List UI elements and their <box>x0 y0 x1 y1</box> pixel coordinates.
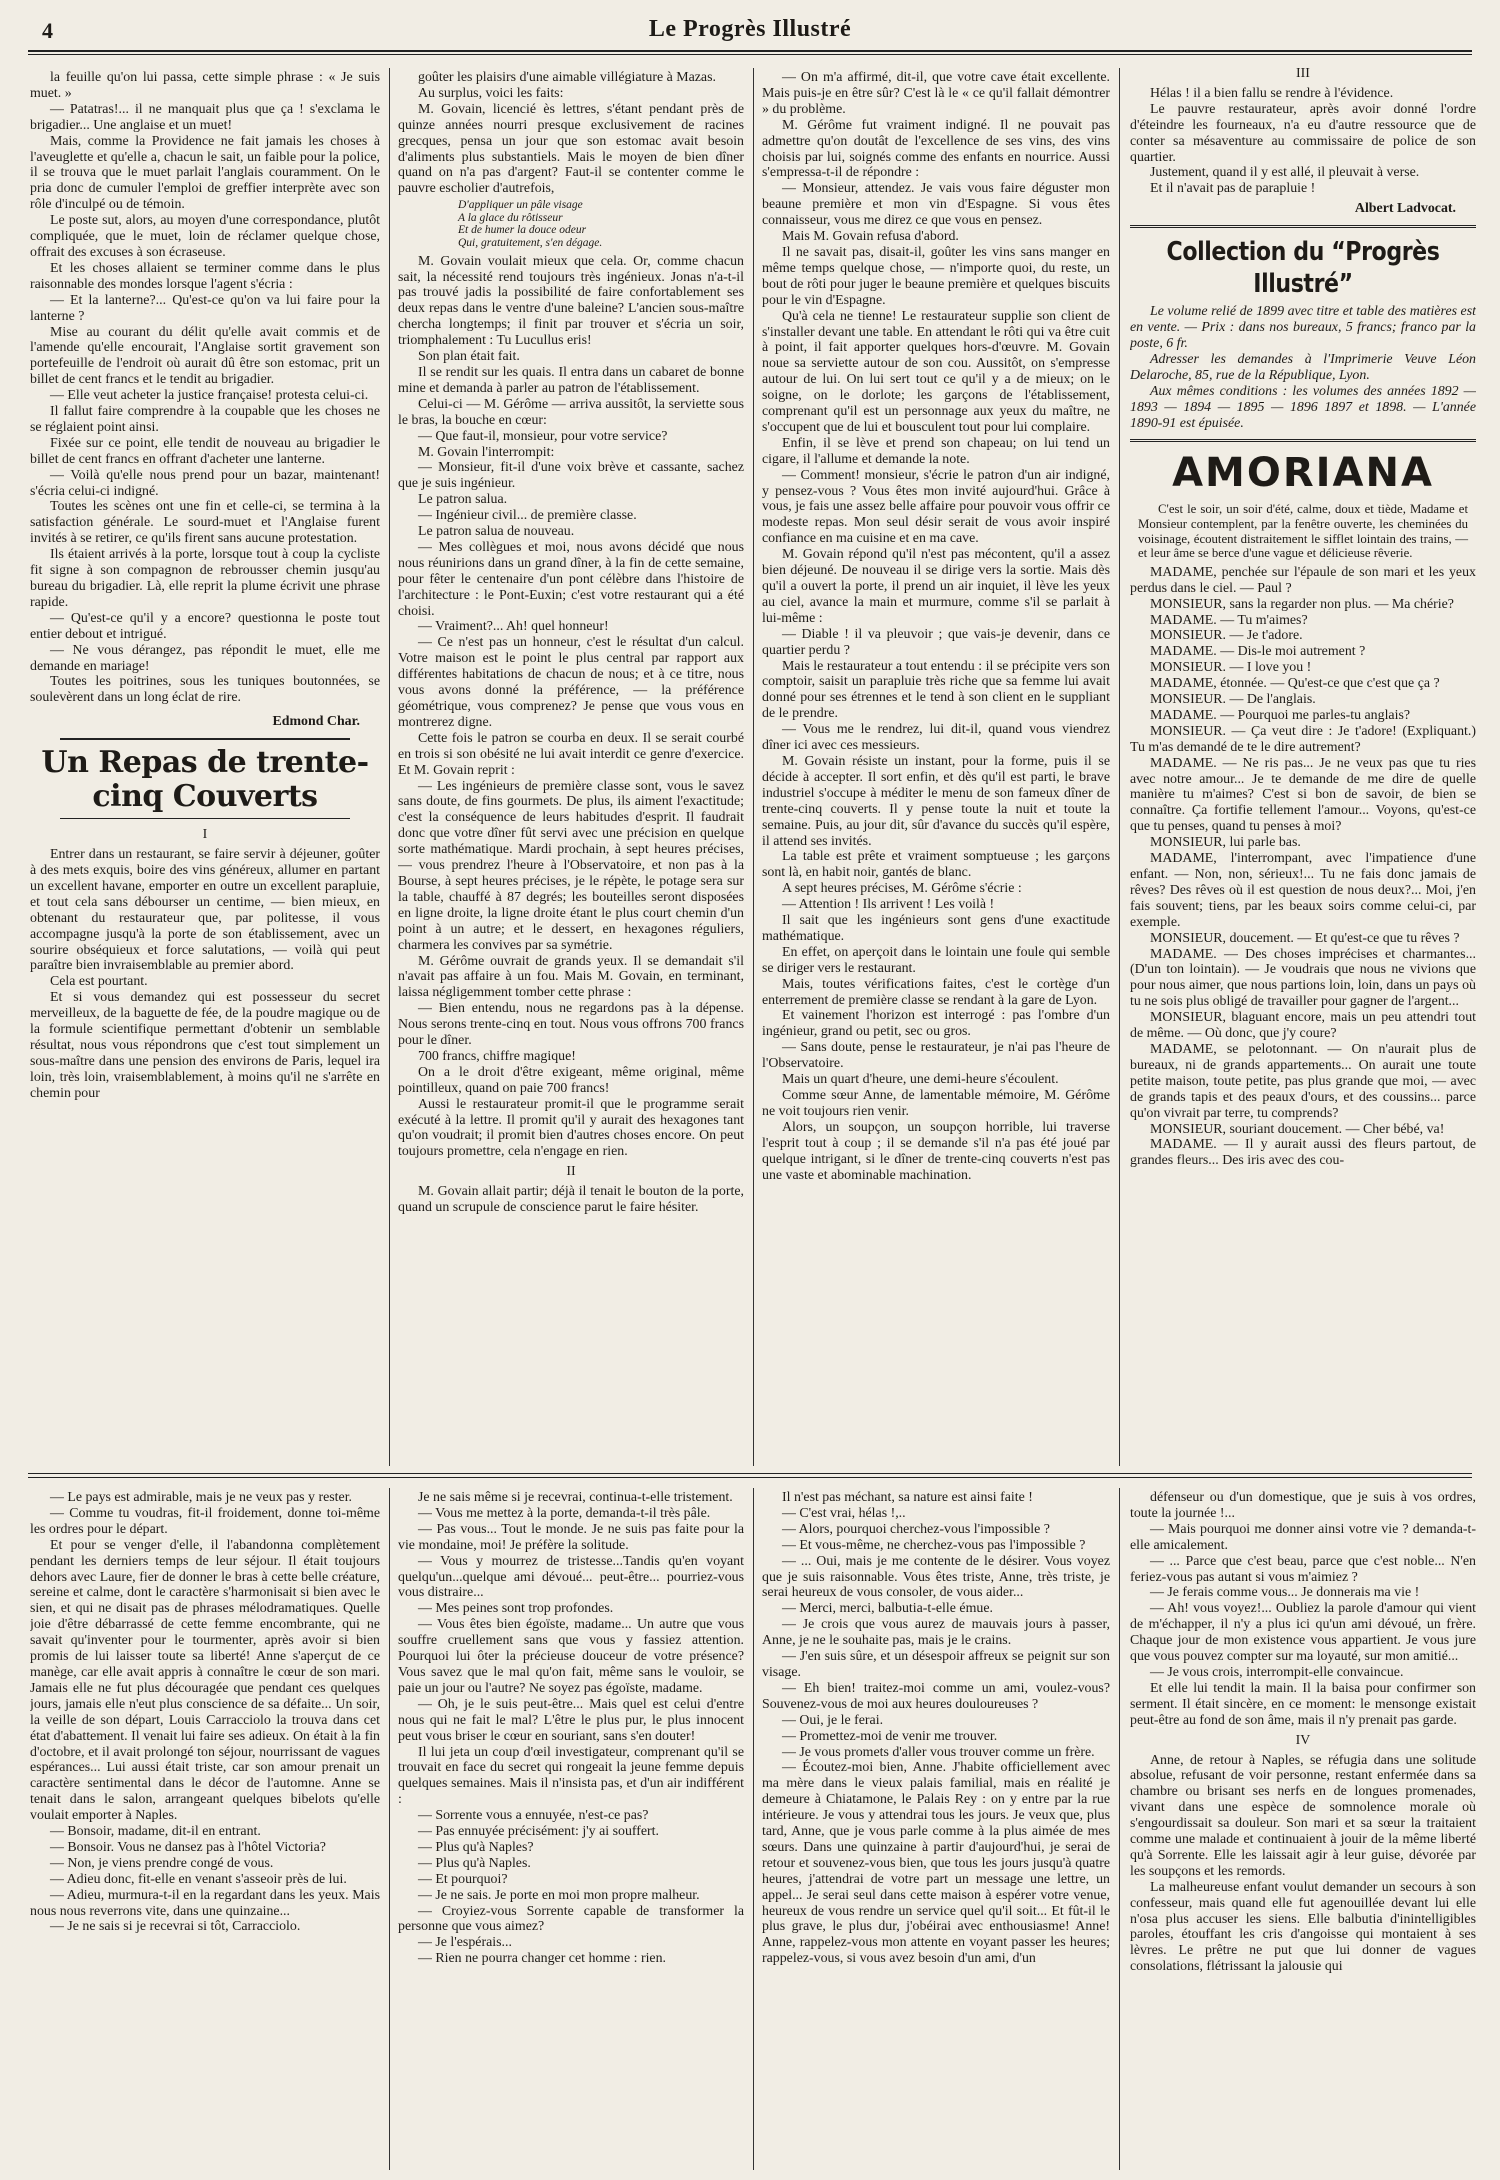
paragraph: goûter les plaisirs d'une aimable villégiature à Mazas. <box>418 70 716 85</box>
paragraph: MONSIEUR, sans la regarder non plus. — Ma chérie? <box>1150 596 1454 612</box>
paragraph: — Je l'espérais... <box>418 1935 512 1951</box>
paragraph: — Je vous promets d'aller vous trouver comme un frère. <box>782 1744 1095 1760</box>
paragraph: MONSIEUR. — I love you ! <box>1150 660 1312 676</box>
paragraph: — Ingénieur civil... de première classe. <box>418 508 637 524</box>
paragraph: — Bonsoir. Vous ne dansez pas à l'hôtel Victoria? <box>50 1839 326 1855</box>
paragraph: — Vous me mettez à la porte, demanda-t-il très pâle. <box>418 1505 711 1521</box>
header-rule <box>28 50 1472 52</box>
paragraph: Toutes les poitrines, sous les tuniques boutonnées, se soulevèrent dans un long éclat de rire. <box>30 674 380 706</box>
paragraph: — Voilà qu'elle nous prend pour un bazar, maintenant! s'écria celui-ci indigné. <box>30 467 380 499</box>
story-title-rule <box>60 738 350 740</box>
feuilleton-divider-2 <box>753 1488 754 2170</box>
paragraph: Il n'est pas méchant, sa nature est ainsi faite ! <box>782 1490 1033 1505</box>
column-2 <box>398 70 744 1465</box>
paragraph: Alors, un soupçon, un soupçon horrible, lui traverse l'esprit tout à coup ; il se demande s'il n'a pas été joué par quelque intrigant, si le dîner de trente-cinq couverts n'est pas une vaste et abominable machination. <box>762 1119 1110 1183</box>
paragraph: — Vous me le rendrez, lui dit-il, quand vous viendrez dîner ici avec ces messieurs. <box>762 722 1110 754</box>
paragraph: M. Govain, licencié ès lettres, s'étant pendant près de quinze années nourri presque exclusivement de racines grecques, pensa un jour que son estomac avait besoin d'aliments plus substantiels. Mais le moyen de bien dîner quand on n'a pas d'argent? Faut-il se contenter comme le pauvre escholier d'autrefois, <box>398 101 744 197</box>
paragraph: Il se rendit sur les quais. Il entra dans un cabaret de bonne mine et demanda à parler au patron de l'établissement. <box>398 364 744 396</box>
paragraph: M. Gérôme fut vraiment indigné. Il ne pouvait pas admettre qu'on doutât de l'excellence de ses vins, des vins choisis par lui, soignés comme des enfants en nourrice. Aussi s'empressa-t-il de répondre : <box>762 117 1110 181</box>
column-1 <box>30 70 380 1465</box>
amoriana-dialogue <box>1130 565 1476 1169</box>
paragraph: — Sans doute, pense le restaurateur, je n'ai pas l'heure de l'Observatoire. <box>762 1040 1110 1072</box>
paragraph: la feuille qu'on lui passa, cette simple phrase : « Je suis muet. » <box>30 70 380 101</box>
amoriana-intro: C'est le soir, un soir d'été, calme, doux et tiède, Madame et Monsieur contemplent, par la fenêtre ouverte, les cheminées du voisinage, écoutent distraitement le sifflet lointain des trains, — et leur âme se berce d'une vague et délicieuse rêverie. <box>1138 502 1468 561</box>
paragraph: Le pauvre restaurateur, après avoir donné l'ordre d'éteindre les fourneaux, n'a eu d'autre ressource que de conter sa mésaventure au commissaire de police de son quartier. <box>1130 101 1476 165</box>
paragraph: Mais M. Govain refusa d'abord. <box>782 229 959 245</box>
story-title-rule-bottom <box>60 818 350 819</box>
paragraph: MADAME. — Des choses imprécises et charmantes... (D'un ton lointain). — Je voudrais que nous ne vivions que pour nous aimer, que nous partions loin, loin, dans un pays où tu ne sois plus obligé de travailler pour gagner de l'argent... <box>1130 946 1476 1010</box>
paragraph: — Rien ne pourra changer cet homme : rien. <box>418 1951 667 1967</box>
paragraph: MONSIEUR, souriant doucement. — Cher bébé, va! <box>1150 1121 1445 1137</box>
paragraph: — Plus qu'à Naples? <box>418 1839 534 1855</box>
feuilleton-column-2 <box>398 1490 744 2170</box>
column-divider-2 <box>753 68 754 1466</box>
paragraph: — J'en suis sûre, et un désespoir affreux se peignit sur son visage. <box>762 1649 1110 1680</box>
paragraph: MADAME, se pelotonnant. — On n'aurait plus de bureaux, ni de grands appartements... On aurait une toute petite maison, toute petite, pas plus grande que moi, — avec de grands tapis et des peaux d'ours, et des coussins... parce qu'on vivrait par terre, tu comprends? <box>1130 1041 1476 1121</box>
paragraph: défenseur ou d'un domestique, que je suis à vos ordres, toute la journée !... <box>1130 1490 1476 1521</box>
paragraph: — Et la lanterne?... Qu'est-ce qu'on va lui faire pour la lanterne ? <box>30 292 380 324</box>
section-separator <box>28 1473 1472 1474</box>
paragraph: MONSIEUR. — Ça veut dire : Je t'adore! (Expliquant.) Tu m'as demandé de te le dire autrement? <box>1130 723 1476 755</box>
paragraph: Adresser les demandes à l'Imprimerie Veuve Léon Delaroche, 85, rue de la République, Lyon. <box>1130 351 1476 383</box>
paragraph: — Pas vous... Tout le monde. Je ne suis pas faite pour la vie mondaine, moi! Je préfère la solitude. <box>398 1521 744 1553</box>
paragraph: MONSIEUR, lui parle bas. <box>1150 835 1301 851</box>
column-1-text <box>30 70 380 706</box>
paragraph: Le patron salua. <box>418 492 508 508</box>
feuilleton-divider-3 <box>1119 1488 1120 2170</box>
paragraph: Justement, quand il y est allé, il pleuvait à verse. <box>1150 165 1420 181</box>
verse-line: A la glace du rôtisseur <box>458 211 563 224</box>
paragraph: La table est prête et vraiment somptueuse ; les garçons sont là, en habit noir, gantés de blanc. <box>762 849 1110 881</box>
paragraph: — Alors, pourquoi cherchez-vous l'impossible ? <box>782 1521 1050 1537</box>
paragraph: Mais le restaurateur a tout entendu : il se précipite vers son comptoir, saisit un parapluie très riche que sa femme lui avait donné pour ses étrennes et le tend à son client en le suppliant de le prendre. <box>762 658 1110 722</box>
paragraph: Cela est pourtant. <box>50 974 148 990</box>
paragraph: Mais un quart d'heure, une demi-heure s'écoulent. <box>782 1072 1059 1088</box>
paragraph: Mais, toutes vérifications faites, c'est le cortège d'un enterrement de première classe se rendant à la gare de Lyon. <box>762 976 1110 1008</box>
paragraph: Hélas ! il a bien fallu se rendre à l'évidence. <box>1150 85 1394 101</box>
paragraph: A sept heures précises, M. Gérôme s'écrie : <box>782 881 1022 897</box>
paragraph: M. Govain résiste un instant, pour la forme, puis il se décide à accepter. Il sort enfin, et dès qu'il est parti, le brave industriel s'occupe à méditer le menu de son fameux dîner de trente-cinq couverts. Il y pense toute la nuit et toute la semaine. Puis, au jour dit, sûr d'avance du succès qu'il espère, il attend ses invités. <box>762 753 1110 849</box>
paragraph: — C'est vrai, hélas !,.. <box>782 1505 906 1521</box>
paragraph: — Mais pourquoi me donner ainsi votre vie ? demanda-t-elle amicalement. <box>1130 1521 1476 1553</box>
column-1-text-2 <box>30 847 380 1102</box>
feuilleton-column-4 <box>1130 1490 1476 2170</box>
paragraph: Le poste sut, alors, au moyen d'une correspondance, plutôt compliquée, que le muet, loin de réclamer quelque chose, offrait des excuses à son écraseuse. <box>30 213 380 260</box>
collection-title: Collection du “Progrès Illustré” <box>1166 237 1440 300</box>
page-number: 4 <box>42 18 53 43</box>
paragraph: M. Govain voulait mieux que cela. Or, comme chacun sait, la nécessité rend toujours très ingénieux. Jonas n'a-t-il pas trouvé jadis la possibilité de faire confortablement ses deux repas dans le ventre d'une baleine? L'ancien sous-maître chercha longtemps; il finit par trouver et s'écria un soir, triomphalement : Tu Lucullus eris! <box>398 253 744 349</box>
paragraph: MADAME, étonnée. — Qu'est-ce que c'est que ça ? <box>1150 676 1440 692</box>
paragraph: — Adieu donc, fit-elle en venant s'asseoir près de lui. <box>50 1871 347 1887</box>
paragraph: Mise au courant du délit qu'elle avait commis et de l'amende qu'elle encourait, l'Anglaise sortit gravement son portefeuille de l'endroit où aurait dû être son estomac, prit un billet de cent francs et le tendit au brigadier. <box>30 324 380 388</box>
verse-line: Et de humer la douce odeur <box>458 224 587 237</box>
column-4-text <box>1130 86 1476 197</box>
paragraph: — Attention ! Ils arrivent ! Les voilà ! <box>782 897 995 913</box>
paragraph: — Ce n'est pas un honneur, c'est le résultat d'un calcul. Votre maison est le point le plus central par rapport aux différentes habitations de chacun de nous; et à ce titre, nous vous avons donné la préférence, — la préférence géométrique, vous comprenez? Je pense que vous vous en montrerez digne. <box>398 635 744 730</box>
paragraph: On a le droit d'être exigeant, même original, même pointilleux, quand on paie 700 francs! <box>398 1064 744 1096</box>
paragraph: — Non, je viens prendre congé de vous. <box>50 1855 274 1871</box>
verse-line: Qui, gratuitement, s'en dégage. <box>458 237 603 250</box>
paragraph: Le patron salua de nouveau. <box>418 524 575 540</box>
paragraph: MADAME, penchée sur l'épaule de son mari et les yeux perdus dans le ciel. — Paul ? <box>1130 564 1476 596</box>
paragraph: Aux mêmes conditions : les volumes des années 1892 — 1893 — 1894 — 1895 — 1896 1897 et 1898. — L'année 1890-91 est épuisée. <box>1130 383 1476 431</box>
column-2-text <box>398 70 744 197</box>
paragraph: — Comment! monsieur, s'écrie le patron d'un air indigné, y pensez-vous ? Vous êtes mon invité aujourd'hui. Grâce à vous, je fais une assez belle affaire pour pouvoir vous offrir ce modeste repas. Mon seul désir serait de vous avoir inspiré confiance en ma cuisine et en ma cave. <box>762 467 1110 547</box>
paragraph: Il fallut faire comprendre à la coupable que les choses ne se réglaient point ainsi. <box>30 404 380 435</box>
paragraph: — Le pays est admirable, mais je ne veux pas y rester. <box>50 1490 353 1505</box>
paragraph: Et elle lui tendit la main. Il la baisa pour confirmer son serment. Il était sincère, en ce moment: le mensonge existait peut-être au fond de son âme, mais il n'y prenait pas garde. <box>1130 1680 1476 1728</box>
paragraph: — Sorrente vous a ennuyée, n'est-ce pas? <box>418 1808 649 1824</box>
paragraph: — Ah! vous voyez!... Oubliez la parole d'amour qui vient de m'échapper, il n'y a plus ici qu'un ami dévoué, un frère. Chaque jour de mon existence vous appartient. Je vous jure que vous pouvez compter sur ma loyauté, sur mon amitié... <box>1130 1601 1476 1665</box>
paragraph: Et pour se venger d'elle, il l'abandonna complètement pendant les derniers temps de leur séjour. Il était toujours dehors avec Laure, fier de donner le bras à cette belle créature, sereine et calme, dont le caractère s'harmonisait si bien avec le sien, et qui ne disait pas de phrases mélodramatiques. Quelle joie d'être débarrassé de cette femme encombrante, qui ne savait qu'inventer pour le tourmenter, après avoir si bien promis de lui laisser toute sa liberté! Anne s'aperçut de ce manège, car elle avait appris à connaître le cœur de son mari. Jamais elle ne fut plus découragée que pendant ces quelques jours, jamais elle n'eut plus conscience de sa défaite... Un soir, la veille de son départ, Louis Carracciolo la trouva dans cet état d'abattement. Il venait lui faire ses adieux. On était à la fin d'octobre, et il avait prolongé ton séjour, nourrissant de vagues espérances... Lui aussi était triste, car son amour prenait un caractère sentimental dans le décor de l'automne. Anne se tenait dans le salon, arrangeant quelques bibelots qu'elle voulait emporter à Naples. <box>30 1537 380 1824</box>
column-divider-1 <box>389 68 390 1466</box>
feuilleton-text-2 <box>398 1490 744 1967</box>
paragraph: 700 francs, chiffre magique! <box>418 1048 576 1064</box>
section-number-3: III <box>1296 66 1310 81</box>
paragraph: — Je ne sais si je recevrai si tôt, Carracciolo. <box>50 1919 301 1935</box>
column-2-text-2 <box>398 254 744 1161</box>
feuilleton-text-5 <box>1130 1753 1476 1976</box>
signature-edmond-char: Edmond Char. <box>272 714 360 730</box>
paragraph: MADAME. — Dis-le moi autrement ? <box>1150 644 1366 660</box>
paragraph: MONSIEUR. — Je t'adore. <box>1150 628 1303 644</box>
paragraph: — Croyiez-vous Sorrente capable de transformer la personne que vous aimez? <box>398 1903 744 1935</box>
paragraph: — Elle veut acheter la justice française! protesta celui-ci. <box>50 388 369 404</box>
page-header <box>28 14 1472 48</box>
paragraph: La malheureuse enfant voulut demander un secours à son confesseur, mais quand elle fut agenouillée devant lui elle n'osa plus accuser les siens. Elle balbutia d'inintelligibles paroles, étouffant les cris d'angoisse qui montaient à ses lèvres. Le prêtre ne put que lui donner de vagues consolations, flétrissant la jalousie qui <box>1130 1879 1476 1975</box>
paragraph: — Vraiment?... Ah! quel honneur! <box>418 619 609 635</box>
paragraph: MADAME. — Tu m'aimes? <box>1150 612 1308 628</box>
paragraph: — Bonsoir, madame, dit-il en entrant. <box>50 1824 261 1840</box>
paragraph: Qu'à cela ne tienne! Le restaurateur supplie son client de s'installer devant une table. En attendant le rôti qui va être cuit à point, il fait apporter quelques hors-d'œuvre. M. Govain noue sa serviette autour de son cou. Aussitôt, on s'empresse autour de lui. On lui sert tout ce qu'il y a de mieux; on le soigne, on le dorlote; les garçons de l'établissement, comprenant qu'il est un personnage aux yeux du maître, ne s'occupent que de lui et bousculent tout pour lui complaire. <box>762 308 1110 435</box>
paragraph: En effet, on aperçoit dans le lointain une foule qui semble se diriger vers le restaurant. <box>762 944 1110 976</box>
paragraph: — Et vous-même, ne cherchez-vous pas l'impossible ? <box>782 1537 1086 1553</box>
collection-rule-top <box>1130 225 1476 228</box>
paragraph: Mais, comme la Providence ne fait jamais les choses à l'aveuglette et qu'elle a, chacun le sait, un faible pour la police, il se trouva que le muet parlait l'anglais couramment. On le pria donc de cumuler l'emploi de greffier interprète avec son rôle d'inculpé ou de témoin. <box>30 133 380 213</box>
column-2-text-3 <box>398 1184 744 1216</box>
paragraph: — Eh bien! traitez-moi comme un ami, voulez-vous? Souvenez-vous de moi aux heures douloureuses ? <box>762 1680 1110 1712</box>
paragraph: MONSIEUR. — De l'anglais. <box>1150 692 1316 708</box>
paragraph: MONSIEUR, blaguant encore, mais un peu attendri tout de même. — Où donc, que j'y coure? <box>1130 1010 1476 1042</box>
signature-albert-ladvocat: Albert Ladvocat. <box>1354 201 1456 217</box>
column-3 <box>762 70 1110 1465</box>
paragraph: — Oui, je le ferai. <box>782 1712 884 1728</box>
paragraph: — Diable ! il va pleuvoir ; que vais-je devenir, dans ce quartier perdu ? <box>762 626 1110 658</box>
paragraph: M. Govain répond qu'il n'est pas mécontent, qu'il a assez bien déjeuné. De nouveau il se dirige vers la sortie. Mais dès qu'il a ouvert la porte, il prend un air inquiet, il lève les yeux au ciel, avance la main et murmure, comme s'il se parlait à lui-même : <box>762 547 1110 626</box>
feuilleton-text-3 <box>762 1490 1110 1967</box>
paragraph: MADAME. — Il y aurait aussi des fleurs partout, de grandes fleurs... Des iris avec des cou- <box>1130 1137 1476 1169</box>
paragraph: — Je crois que vous aurez de mauvais jours à passer, Anne, je ne le souhaite pas, mais je le crains. <box>762 1617 1110 1649</box>
paragraph: — Qu'est-ce qu'il y a encore? questionna le poste tout entier debout et intrigué. <box>30 610 380 642</box>
paragraph: Celui-ci — M. Gérôme — arriva aussitôt, la serviette sous le bras, la bouche en cœur: <box>398 396 744 428</box>
newspaper-title: Le Progrès Illustré <box>648 16 852 42</box>
paragraph: — Que faut-il, monsieur, pour votre service? <box>418 428 668 444</box>
paragraph: Entrer dans un restaurant, se faire servir à déjeuner, goûter à des mets exquis, boire des vins généreux, allumer en partant un excellent havane, emporter en outre un excellent parapluie, et tout cela sans débourser un centime, — bien mieux, en obtenant du restaurateur que, par politesse, il vous accompagne jusqu'à la porte de son établissement, avec un sourire obséquieux et force salutations, — voilà qui peut paraître bien invraisemblable au premier abord. <box>30 847 380 974</box>
section-number-1: I <box>202 827 208 843</box>
paragraph: Et les choses allaient se terminer comme dans le plus raisonnable des mondes lorsque l'agent s'écria : <box>30 260 380 292</box>
section-number-2: II <box>566 1164 576 1180</box>
paragraph: — Patatras!... il ne manquait plus que ça ! s'exclama le brigadier... Une anglaise et un muet! <box>30 101 380 133</box>
verse-line: D'appliquer un pâle visage <box>458 199 583 212</box>
paragraph: Je ne sais même si je recevrai, continua-t-elle tristement. <box>418 1490 733 1505</box>
paragraph: — Les ingénieurs de première classe sont, vous le savez sans doute, de fins gourmets. De plus, ils aiment l'exactitude; c'est la conséquence de leurs habitudes d'esprit. Il faudrait donc que votre dîner fût servi avec une précision en quelque sorte mathématique. Mardi prochain, à sept heures précises, — vous prendrez l'heure à l'Observatoire, et non pas à la Bourse, à sept heures précises, je le répète, le potage sera sur la table, chauffé à 87 degrés; les bouteilles seront disposées en ligne droite, la ligne droite étant le plus court chemin d'un point à un autre; et le dessert, en hexagones réguliers, charmera les convives par sa symétrie. <box>398 778 744 953</box>
story-title: Un Repas de trente-cinq Couverts <box>41 745 369 815</box>
paragraph: — Monsieur, attendez. Je vais vous faire déguster mon beaune première et mon vin d'Espagne. Si vous êtes connaisseur, vous me direz ce que vous en pensez. <box>762 181 1110 229</box>
paragraph: — Oh, je le suis peut-être... Mais quel est celui d'entre nous qui ne fait le mal? L'être le plus pur, le plus innocent peut vous briser le cœur en souriant, sans s'en douter! <box>398 1696 744 1744</box>
paragraph: — Je vous crois, interrompit-elle convaincue. <box>1150 1664 1404 1680</box>
paragraph: — Vous y mourrez de tristesse...Tandis qu'en voyant quelqu'un...quelque ami dévoué... peut-être... pourriez-vous vous distraire... <box>398 1553 744 1601</box>
column-3-text <box>762 70 1110 1183</box>
paragraph: Il lui jeta un coup d'œil investigateur, comprenant qu'il se trouvait en face du secret qui rongeait la jeune femme depuis quelques semaines. Mais il n'insista pas, et d'un air indifférent : <box>398 1744 744 1808</box>
feuilleton-column-1 <box>30 1490 380 2170</box>
paragraph: Anne, de retour à Naples, se réfugia dans une solitude absolue, refusant de voir personne, restant enfermée dans sa chambre ou brisant ses nerfs en de longues promenades, vivant dans une espèce de somnolence morale où s'engourdissait sa douleur. Son mari et sa sœur la traitaient comme une malade et continuaient à jouir de la même liberté qu'à Sorrente. Elle les laissait agir à leur guise, dévorée par les soupçons et les remords. <box>1130 1752 1476 1879</box>
paragraph: — On m'a affirmé, dit-il, que votre cave était excellente. Mais puis-je en être sûr? C'est là le « ce qu'il fallait démontrer » du problème. <box>762 70 1110 117</box>
paragraph: Fixée sur ce point, elle tendit de nouveau au brigadier le billet de cent francs en offrant d'acheter une lanterne. <box>30 435 380 467</box>
paragraph: Comme sœur Anne, de lamentable mémoire, M. Gérôme ne voit toujours rien venir. <box>762 1088 1110 1119</box>
header-rule-thin <box>28 54 1472 55</box>
paragraph: — Écoutez-moi bien, Anne. J'habite officiellement avec ma mère dans le vieux palais familial, mais en réalité je demeure à Chiatamone, le Palais Rey : on y entre par la rue intérieure. Je vous y attendrai tous les jours. Je veux que, plus tard, Anne, que je vous parle comme à la plus aimée de mes sœurs. Dans une quinzaine à partir d'aujourd'hui, je serai de retour et souvenez-vous bien, que tous les jours jusqu'à quatre heures, j'attendrai de votre part un message une lettre, un appel... Je serai seul dans cette maison à espérer votre venue, heureux de vous rendre un service quel qu'il soit... Et fût-il le plus grave, le plus dur, j'obéirai avec enthousiasme! Anne! Anne, rappelez-vous mon attente en voyant passer les heures; rappelez-vous, si vous avez besoin d'un ami, d'un <box>762 1760 1110 1967</box>
paragraph: — Monsieur, fit-il d'une voix brève et cassante, sachez que je suis ingénieur. <box>398 460 744 492</box>
paragraph: Il sait que les ingénieurs sont gens d'une exactitude mathématique. <box>762 913 1110 944</box>
collection-rule-bottom <box>1130 439 1476 442</box>
paragraph: MADAME. — Ne ris pas... Je ne veux pas que tu ries avec notre amour... Je te demande de me dire de quelle manière tu m'aimes? C'est si bon de savoir, de bien se connaître. Ça fortifie tellement l'amour... Voyons, qu'est-ce que tu penses, quand tu penses à moi? <box>1130 755 1476 835</box>
paragraph: M. Govain l'interrompit: <box>418 444 555 460</box>
paragraph: — Plus qu'à Naples. <box>418 1855 531 1871</box>
paragraph: — Vous êtes bien égoïste, madame... Un autre que vous souffre cruellement sans que vous y fassiez attention. Pourquoi lui ôter la précieuse douceur de votre présence? Vous savez que le mal qu'on fait, même sans le vouloir, se paie un jour ou l'autre? Ne soyez pas égoïste, madame. <box>398 1617 744 1696</box>
feuilleton-text-4 <box>1130 1490 1476 1729</box>
paragraph: M. Govain allait partir; déjà il tenait le bouton de la porte, quand un scrupule de conscience parut le faire hésiter. <box>398 1184 744 1216</box>
paragraph: MADAME. — Pourquoi me parles-tu anglais? <box>1150 707 1411 723</box>
paragraph: Et si vous demandez qui est possesseur du secret merveilleux, de la baguette de fée, de la poudre magique ou de la formule scientifique permettant d'obtenir un semblable résultat, nous vous répondrons que c'est tout simplement un sous-maître dans une pension des environs de Paris, lequel ira loin, très loin, vraisemblablement, à moins qu'il ne s'arrête en chemin pour <box>30 990 380 1101</box>
feuilleton-text-1 <box>30 1490 380 1935</box>
paragraph: — Mes collègues et moi, nous avons décidé que nous nous réunirions dans un grand dîner, à la fin de cette semaine, pour fêter le centenaire d'un pont célèbre dans l'histoire de l'architecture : le Pont-Euxin; c'est votre restaurant qui a été choisi. <box>398 539 744 619</box>
paragraph: — ... Oui, mais je me contente de le désirer. Vous voyez que je suis raisonnable. Vous êtes triste, Anne, très triste, je serai heureux de vous consoler, de vous aider... <box>762 1553 1110 1601</box>
paragraph: — ... Parce que c'est beau, parce que c'est noble... N'en feriez-vous pas autant si vous m'aimiez ? <box>1130 1553 1476 1585</box>
column-4 <box>1130 62 1476 1465</box>
paragraph: — Promettez-moi de venir me trouver. <box>782 1728 998 1744</box>
section-number-4: IV <box>1295 1732 1311 1748</box>
paragraph: Cette fois le patron se courba en deux. Il se serait courbé en trois si son obésité ne lui avait interdit ce genre d'exercice. Et M. Govain reprit : <box>398 730 744 778</box>
paragraph: M. Gérôme ouvrait de grands yeux. Il se demandait s'il n'avait pas affaire à un fou. Mais M. Govain, en terminant, laissa négligemment tomber cette phrase : <box>398 953 744 1001</box>
paragraph: Aussi le restaurateur promit-il que le programme serait exécuté à la lettre. Il promit qu'il y aurait des hexagones tant qu'on voudrait; il promit bien d'autres choses encore. On peut toujours promettre, cela n'engage en rien. <box>398 1096 744 1160</box>
column-divider-3 <box>1119 68 1120 1466</box>
paragraph: Il ne savait pas, disait-il, goûter les vins sans manger en même temps quelque chose, — n'importe quoi, du reste, un bout de rôti pour juger le beaune première et quelques biscuits pour le vin d'Espagne. <box>762 244 1110 308</box>
paragraph: — Et pourquoi? <box>418 1871 508 1887</box>
paragraph: MADAME, l'interrompant, avec l'impatience d'une enfant. — Non, non, sérieux!... Tu ne fais donc jamais de rêves? Des rêves où il est question de nous deux?... Moi, j'en fais souvent; tiens, par les beaux soirs comme celui-ci, par exemple. <box>1130 851 1476 930</box>
paragraph: — Je ferais comme vous... Je donnerais ma vie ! <box>1150 1585 1420 1601</box>
paragraph: Ils étaient arrivés à la porte, lorsque tout à coup la cycliste fit signe à son compagnon de rebrousser chemin jusqu'au bureau du brigadier. Là, elle reprit la plume écrivit une phrase rapide. <box>30 547 380 610</box>
paragraph: Son plan était fait. <box>418 349 520 365</box>
paragraph: Et il n'avait pas de parapluie ! <box>1150 181 1316 197</box>
paragraph: — Adieu, murmura-t-il en la regardant dans les yeux. Mais nous nous reverrons vite, dans une quinzaine... <box>30 1887 380 1919</box>
paragraph: — Merci, merci, balbutia-t-elle émue. <box>782 1601 993 1617</box>
paragraph: — Je ne sais. Je porte en moi mon propre malheur. <box>418 1887 700 1903</box>
paragraph: Toutes les scènes ont une fin et celle-ci, se termina à la satisfaction générale. Le sourd-muet et l'Anglaise furent invités à se retirer, ce qu'ils firent sans aucune protestation. <box>30 499 380 547</box>
paragraph: — Mes peines sont trop profondes. <box>418 1601 614 1617</box>
paragraph: Et vainement l'horizon est interrogé : pas l'ombre d'un ingénieur, grand ou petit, sec ou gros. <box>762 1008 1110 1040</box>
paragraph: — Ne vous dérangez, pas répondit le muet, elle me demande en mariage! <box>30 642 380 674</box>
paragraph: — Comme tu voudras, fit-il froidement, donne toi-même les ordres pour le départ. <box>30 1505 380 1537</box>
verse-quote <box>458 199 744 249</box>
paragraph: Le volume relié de 1899 avec titre et table des matières est en vente. — Prix : dans nos bureaux, 5 francs; franco par la poste, 6 fr. <box>1130 304 1476 351</box>
collection-notice <box>1130 304 1476 431</box>
section-separator-thin <box>28 1477 1472 1478</box>
paragraph: MONSIEUR, doucement. — Et qu'est-ce que tu rêves ? <box>1150 930 1460 946</box>
paragraph: Au surplus, voici les faits: <box>418 85 564 101</box>
paragraph: Enfin, il se lève et prend son chapeau; on lui tend un cigare, il l'allume et demande la note. <box>762 435 1110 467</box>
paragraph: — Pas ennuyée précisément: j'y ai souffert. <box>418 1824 660 1840</box>
feuilleton-column-3 <box>762 1490 1110 2170</box>
amoriana-title: AMORIANA <box>1172 450 1434 497</box>
paragraph: — Bien entendu, nous ne regardons pas à la dépense. Nous serons trente-cinq en tout. Nous vous offrons 700 francs pour le dîner. <box>398 1001 744 1049</box>
feuilleton-divider-1 <box>389 1488 390 2170</box>
